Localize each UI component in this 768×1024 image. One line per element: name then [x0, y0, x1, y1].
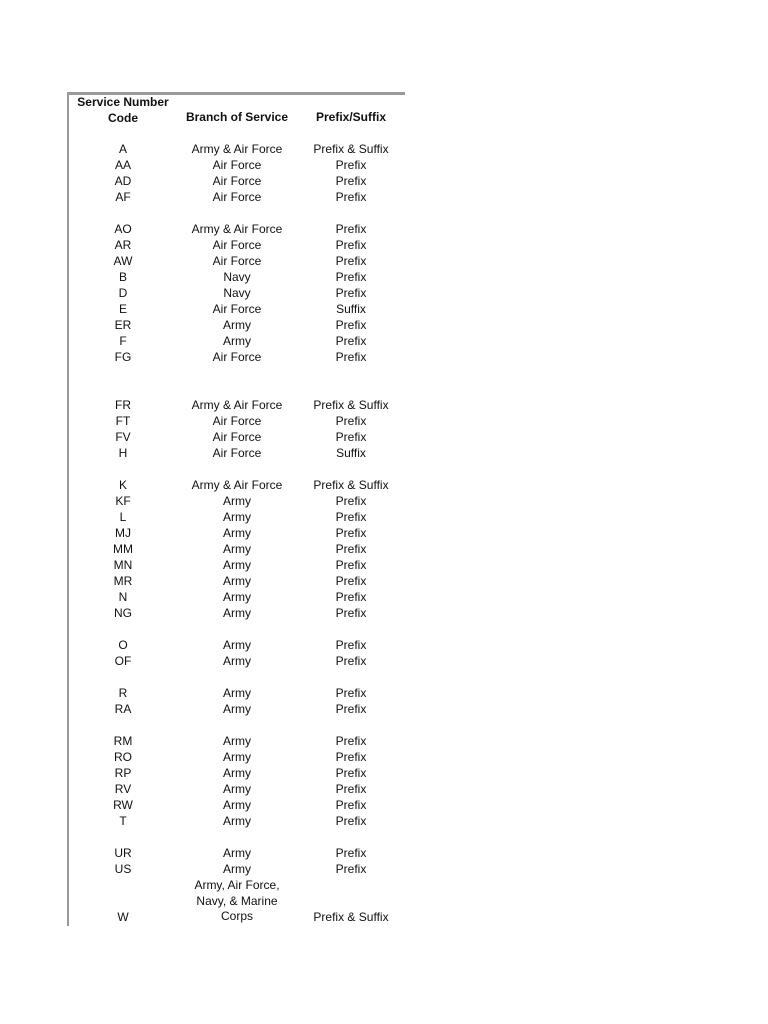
prefix-suffix-cell: Suffix: [336, 302, 366, 316]
code-cell: MN: [113, 558, 133, 572]
table-row: [0, 573, 768, 589]
branch-cell: Army: [223, 798, 251, 812]
code-cell: D: [118, 286, 128, 300]
branch-cell: Army: [223, 526, 251, 540]
branch-cell: Army: [223, 766, 251, 780]
code-cell: A: [118, 142, 127, 156]
code-cell: MR: [113, 574, 133, 588]
prefix-suffix-cell: Prefix: [335, 494, 367, 508]
prefix-suffix-cell: Prefix: [335, 606, 367, 620]
branch-cell: Army: [223, 510, 251, 524]
w-branch-line: Corps: [220, 909, 253, 923]
code-cell: ER: [114, 318, 132, 332]
header-prefix-suffix: Prefix/Suffix: [315, 110, 387, 124]
code-cell: R: [118, 686, 128, 700]
prefix-suffix-cell: Suffix: [336, 446, 366, 460]
code-cell: AR: [114, 238, 132, 252]
branch-cell: Army: [223, 654, 251, 668]
table-row: [0, 701, 768, 717]
branch-cell: Army: [223, 542, 251, 556]
code-cell: FG: [114, 350, 132, 364]
branch-cell: Air Force: [212, 158, 262, 172]
prefix-suffix-cell: Prefix: [335, 638, 367, 652]
table-row: [0, 349, 768, 365]
prefix-suffix-cell: Prefix: [335, 334, 367, 348]
table-row: [0, 605, 768, 621]
code-cell: K: [118, 478, 127, 492]
header-code-line1: Service Number: [77, 95, 169, 109]
table-row: [0, 653, 768, 669]
branch-cell: Army: [223, 574, 251, 588]
branch-cell: Air Force: [212, 254, 262, 268]
table-row: [0, 141, 768, 157]
table-row: [0, 413, 768, 429]
table-row: [0, 509, 768, 525]
prefix-suffix-cell: Prefix: [335, 862, 367, 876]
branch-cell: Army & Air Force: [191, 398, 283, 412]
prefix-suffix-cell: Prefix: [335, 766, 367, 780]
branch-cell: Air Force: [212, 238, 262, 252]
prefix-suffix-cell: Prefix: [335, 158, 367, 172]
code-cell: FR: [115, 398, 131, 412]
prefix-suffix-cell: Prefix: [335, 782, 367, 796]
code-cell: UR: [114, 846, 132, 860]
code-cell: O: [118, 638, 128, 652]
table-row: [0, 477, 768, 493]
branch-cell: Army: [223, 734, 251, 748]
branch-cell: Army & Air Force: [191, 222, 283, 236]
code-cell: AD: [114, 174, 132, 188]
branch-cell: Navy: [223, 270, 251, 284]
code-cell: W: [117, 910, 129, 924]
prefix-suffix-cell: Prefix: [335, 814, 367, 828]
prefix-suffix-cell: Prefix: [335, 254, 367, 268]
prefix-suffix-cell: Prefix & Suffix: [313, 910, 389, 924]
table-row: [0, 525, 768, 541]
prefix-suffix-cell: Prefix & Suffix: [313, 398, 389, 412]
code-cell: MM: [113, 542, 133, 556]
table-row: [0, 253, 768, 269]
prefix-suffix-cell: Prefix: [335, 542, 367, 556]
table-row: [0, 637, 768, 653]
prefix-suffix-cell: Prefix: [335, 238, 367, 252]
prefix-suffix-cell: Prefix: [335, 430, 367, 444]
table-row: [0, 909, 768, 925]
table-row: [0, 845, 768, 861]
table-row: [0, 397, 768, 413]
prefix-suffix-cell: Prefix: [335, 686, 367, 700]
prefix-suffix-cell: Prefix: [335, 558, 367, 572]
branch-cell: Army: [223, 558, 251, 572]
table-row: [0, 317, 768, 333]
code-cell: AO: [114, 222, 132, 236]
table-row: [0, 797, 768, 813]
branch-cell: Air Force: [212, 350, 262, 364]
prefix-suffix-cell: Prefix: [335, 654, 367, 668]
branch-cell: Army: [223, 606, 251, 620]
prefix-suffix-cell: Prefix: [335, 526, 367, 540]
header-branch-of-service: Branch of Service: [185, 110, 289, 124]
code-cell: F: [119, 334, 127, 348]
branch-cell: Army: [223, 702, 251, 716]
code-cell: KF: [115, 494, 131, 508]
code-cell: NG: [114, 606, 132, 620]
table-row: [0, 589, 768, 605]
branch-cell: Air Force: [212, 174, 262, 188]
prefix-suffix-cell: Prefix: [335, 286, 367, 300]
branch-cell: Army: [223, 494, 251, 508]
code-cell: OF: [114, 654, 132, 668]
header-code-line2: Code: [108, 111, 138, 125]
table-row: [0, 189, 768, 205]
table-row: [0, 781, 768, 797]
table-row: [0, 333, 768, 349]
code-cell: AA: [114, 158, 131, 172]
code-cell: B: [118, 270, 127, 284]
table-row: [0, 269, 768, 285]
code-cell: MJ: [115, 526, 131, 540]
prefix-suffix-cell: Prefix: [335, 350, 367, 364]
branch-cell: Army: [223, 782, 251, 796]
table-row: [0, 733, 768, 749]
branch-cell: Army: [223, 334, 251, 348]
table-row: [0, 861, 768, 877]
table-row: [0, 765, 768, 781]
branch-cell: Army: [223, 590, 251, 604]
code-cell: RV: [114, 782, 132, 796]
table-row: [0, 557, 768, 573]
prefix-suffix-cell: Prefix: [335, 318, 367, 332]
code-cell: RM: [113, 734, 133, 748]
branch-cell: Air Force: [212, 430, 262, 444]
code-cell: AW: [113, 254, 133, 268]
code-cell: FT: [115, 414, 131, 428]
branch-cell: Air Force: [212, 414, 262, 428]
branch-cell: Army & Air Force: [191, 142, 283, 156]
prefix-suffix-cell: Prefix: [335, 174, 367, 188]
code-cell: T: [119, 814, 127, 828]
code-cell: N: [118, 590, 128, 604]
code-cell: RW: [113, 798, 133, 812]
header-service-number-code: [73, 94, 173, 126]
branch-cell: Army: [223, 318, 251, 332]
table-row: [0, 157, 768, 173]
w-branch-cell: [177, 878, 297, 925]
prefix-suffix-cell: Prefix: [335, 574, 367, 588]
prefix-suffix-cell: Prefix: [335, 750, 367, 764]
prefix-suffix-cell: Prefix: [335, 846, 367, 860]
branch-cell: Air Force: [212, 446, 262, 460]
table-row: [0, 685, 768, 701]
table-row: [0, 285, 768, 301]
table-row: [0, 173, 768, 189]
branch-cell: Army: [223, 846, 251, 860]
code-cell: US: [114, 862, 132, 876]
prefix-suffix-cell: Prefix & Suffix: [313, 142, 389, 156]
code-cell: L: [119, 510, 127, 524]
table-row: [0, 221, 768, 237]
branch-cell: Army: [223, 750, 251, 764]
code-cell: H: [118, 446, 128, 460]
table-row: [0, 541, 768, 557]
table-row: [0, 237, 768, 253]
table-row: [0, 301, 768, 317]
branch-cell: Army & Air Force: [191, 478, 283, 492]
code-cell: FV: [115, 430, 131, 444]
branch-cell: Air Force: [212, 302, 262, 316]
prefix-suffix-cell: Prefix & Suffix: [313, 478, 389, 492]
prefix-suffix-cell: Prefix: [335, 798, 367, 812]
code-cell: AF: [115, 190, 131, 204]
code-cell: E: [118, 302, 127, 316]
code-cell: RA: [114, 702, 132, 716]
prefix-suffix-cell: Prefix: [335, 414, 367, 428]
branch-cell: Army: [223, 686, 251, 700]
code-cell: RP: [114, 766, 132, 780]
branch-cell: Army: [223, 638, 251, 652]
prefix-suffix-cell: Prefix: [335, 510, 367, 524]
w-branch-line: Navy, & Marine: [196, 893, 278, 908]
table-row: [0, 813, 768, 829]
prefix-suffix-cell: Prefix: [335, 222, 367, 236]
table-row: [0, 493, 768, 509]
branch-cell: Army: [223, 814, 251, 828]
prefix-suffix-cell: Prefix: [335, 590, 367, 604]
table-row: [0, 429, 768, 445]
prefix-suffix-cell: Prefix: [335, 270, 367, 284]
prefix-suffix-cell: Prefix: [335, 190, 367, 204]
branch-cell: Army: [223, 862, 251, 876]
table-row: [0, 445, 768, 461]
prefix-suffix-cell: Prefix: [335, 702, 367, 716]
branch-cell: Navy: [223, 286, 251, 300]
branch-cell: Air Force: [212, 190, 262, 204]
w-branch-line: Army, Air Force,: [194, 878, 280, 892]
prefix-suffix-cell: Prefix: [335, 734, 367, 748]
code-cell: RO: [114, 750, 132, 764]
table-row: [0, 749, 768, 765]
